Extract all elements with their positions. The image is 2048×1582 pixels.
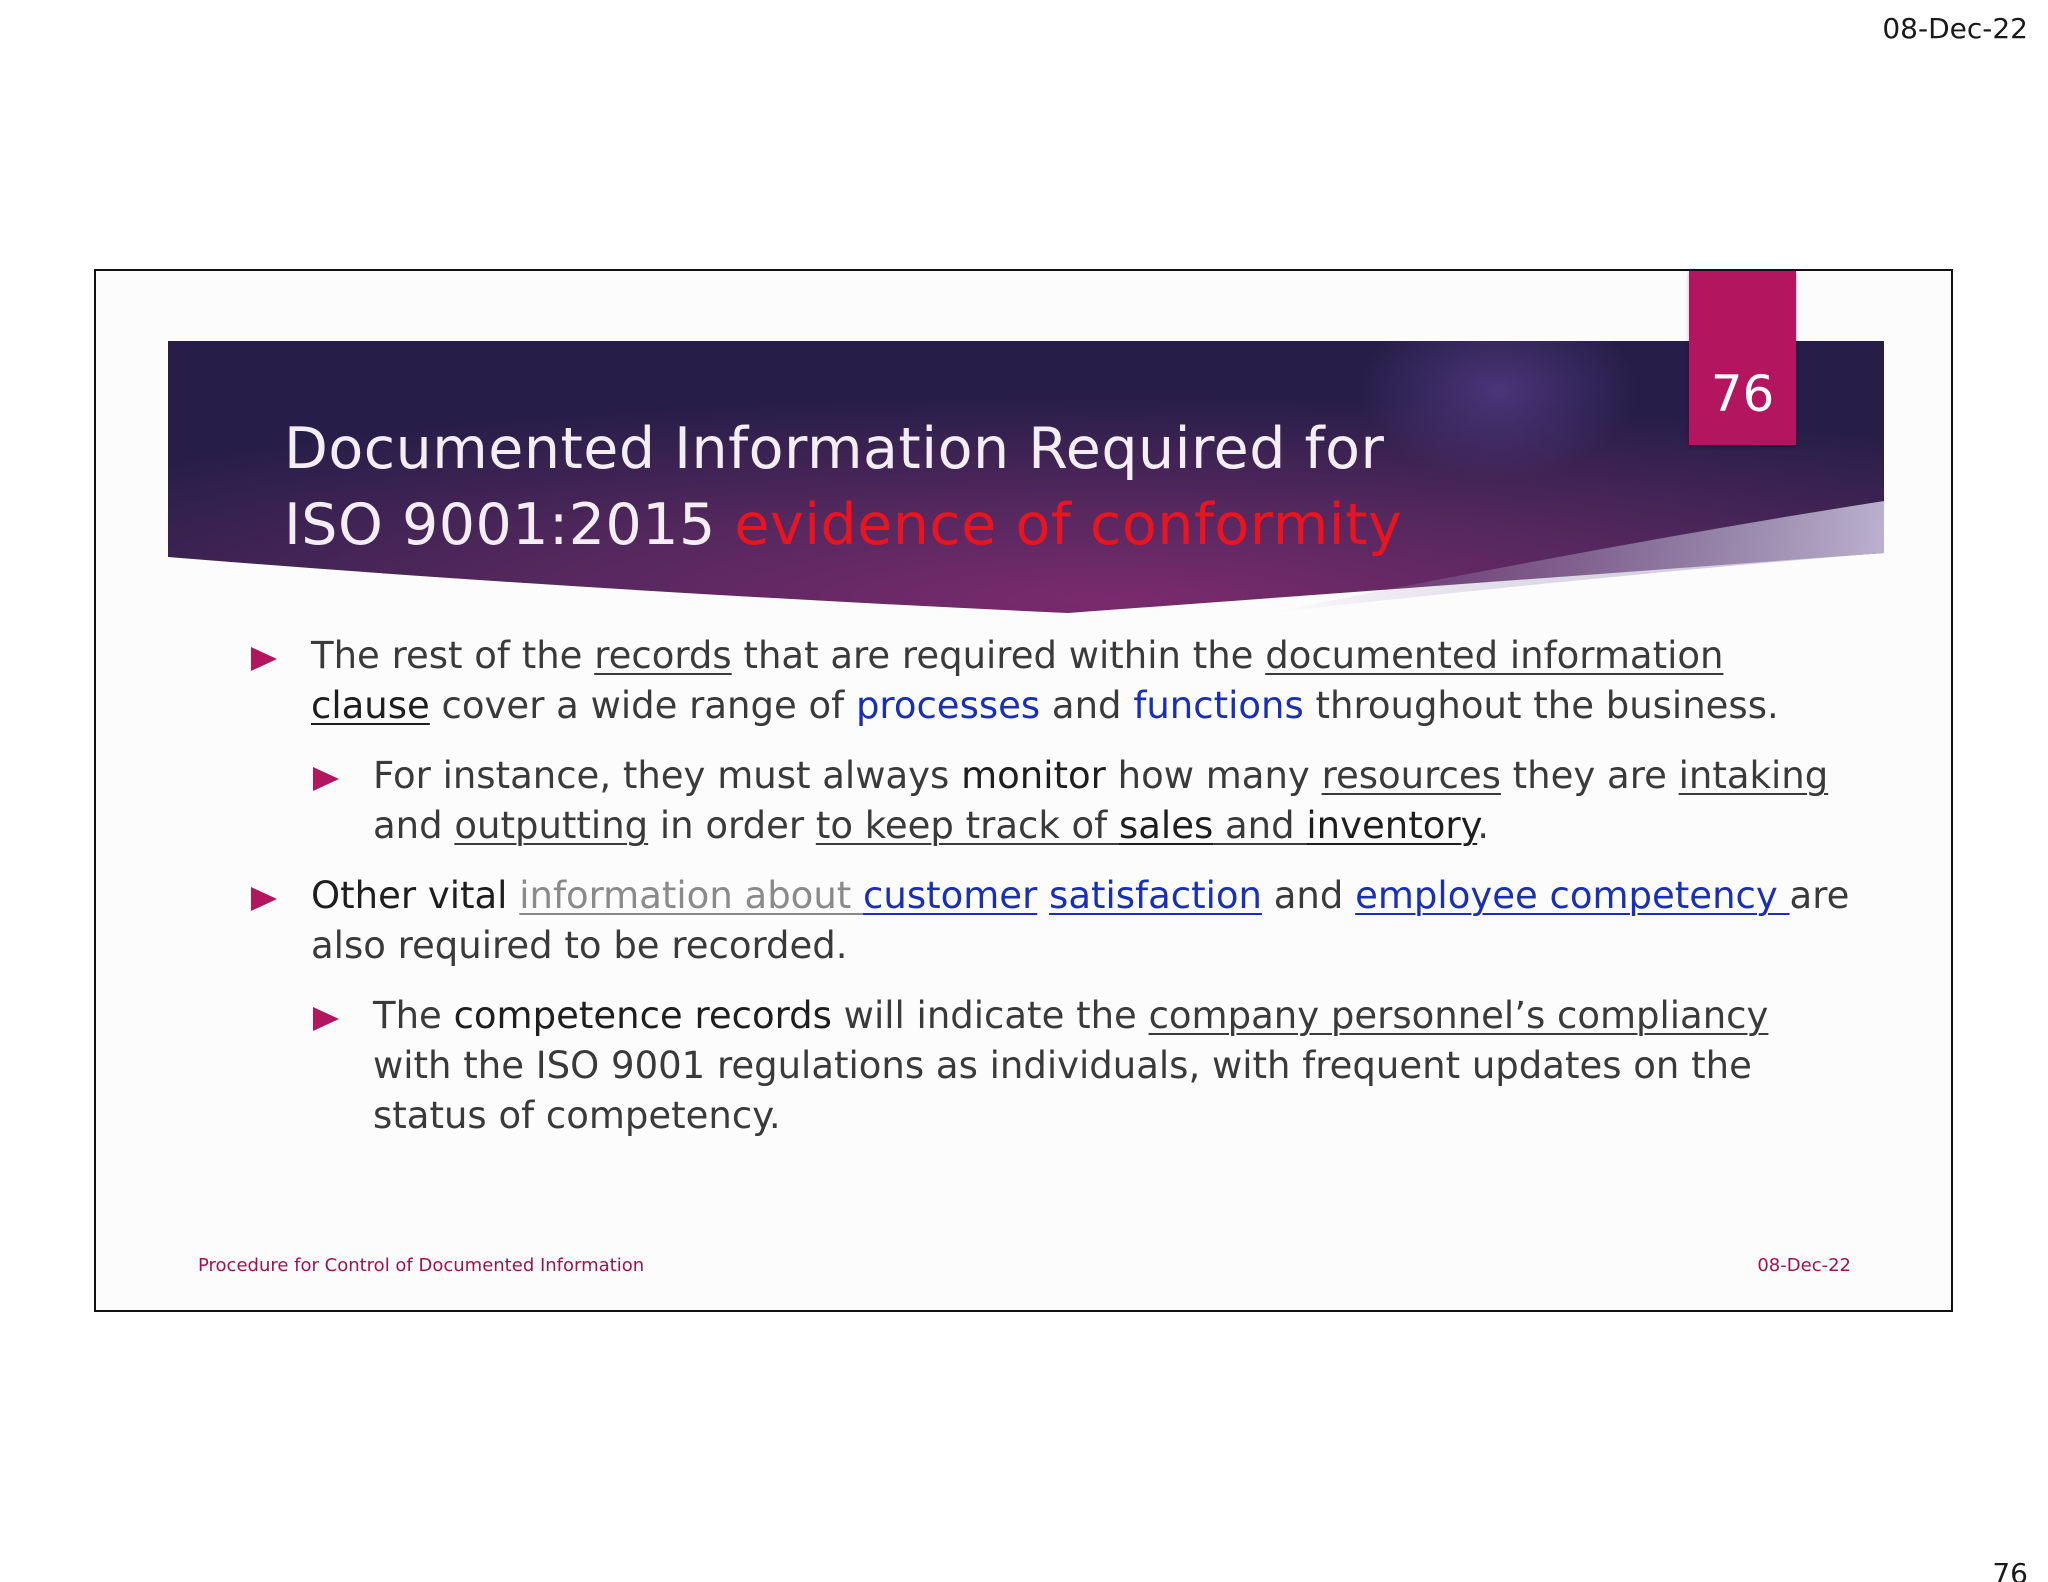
text-outputting: outputting: [454, 804, 649, 847]
text-personnel-compliancy: company personnel’s compliancy: [1148, 994, 1769, 1037]
bullet-other-vital: [251, 871, 1851, 971]
text-functions: functions: [1133, 684, 1304, 727]
text-clause: clause: [311, 684, 430, 727]
bullet-monitor: [313, 751, 1833, 851]
text: Other vital: [311, 874, 520, 917]
text: cover a wide range of: [429, 684, 856, 727]
bullet-arrow-icon: [251, 647, 277, 671]
slide-title-accent: evidence of conformity: [734, 492, 1403, 558]
slide-number-tab: [1689, 271, 1796, 445]
text-customer: customer: [863, 874, 1038, 917]
text: and: [373, 804, 455, 847]
text: are also required to be recorded.: [311, 874, 1850, 967]
text-competency: competency: [1549, 874, 1790, 917]
text: in order: [648, 804, 816, 847]
text: will indicate the: [831, 994, 1149, 1037]
slide-footer-date: 08-Dec-22: [1757, 1255, 1851, 1276]
text: .: [1477, 804, 1489, 847]
slide-title: [284, 411, 1484, 563]
slide-footer-title: Procedure for Control of Documented Information: [198, 1255, 645, 1276]
text: and: [1040, 684, 1134, 727]
text-competence-records: competence records: [453, 994, 832, 1037]
text: and: [1261, 874, 1356, 917]
bullet-arrow-icon: [313, 767, 339, 791]
slide-title-main: Documented Information Required for ISO 9001:2015: [284, 416, 1385, 558]
text-documented-information: documented information: [1265, 634, 1724, 677]
text: The: [373, 994, 454, 1037]
text: throughout the business.: [1303, 684, 1779, 727]
text: and: [1213, 804, 1307, 847]
text-intaking: intaking: [1678, 754, 1829, 797]
text-sales: sales: [1118, 804, 1214, 847]
text: [1037, 874, 1049, 917]
text-inventory: inventory: [1306, 804, 1478, 847]
text: they are: [1500, 754, 1679, 797]
text-monitor: monitor: [961, 754, 1106, 797]
text: that are required within the: [731, 634, 1266, 677]
text: with the ISO 9001 regulations as individuals, with frequent updates on the status of competency.: [373, 1044, 1752, 1137]
text-records: records: [594, 634, 732, 677]
text: The rest of the: [311, 634, 595, 677]
text: For instance, they must always: [373, 754, 962, 797]
bullet-competence-records: [313, 991, 1833, 1141]
bullet-arrow-icon: [251, 887, 277, 911]
text: how many: [1105, 754, 1322, 797]
bullet-records: [251, 631, 1811, 731]
text-resources: resources: [1321, 754, 1501, 797]
text-employee: employee: [1355, 874, 1550, 917]
text-keep-track: to keep track of: [815, 804, 1119, 847]
text-satisfaction: satisfaction: [1049, 874, 1262, 917]
page-number: 76: [1992, 1557, 2028, 1582]
page-header-date: 08-Dec-22: [1882, 12, 2028, 45]
bullet-arrow-icon: [313, 1007, 339, 1031]
text-processes: processes: [855, 684, 1041, 727]
slide: [94, 269, 1953, 1312]
slide-number: 76: [1710, 365, 1775, 423]
text-information-about: information about: [519, 874, 864, 917]
